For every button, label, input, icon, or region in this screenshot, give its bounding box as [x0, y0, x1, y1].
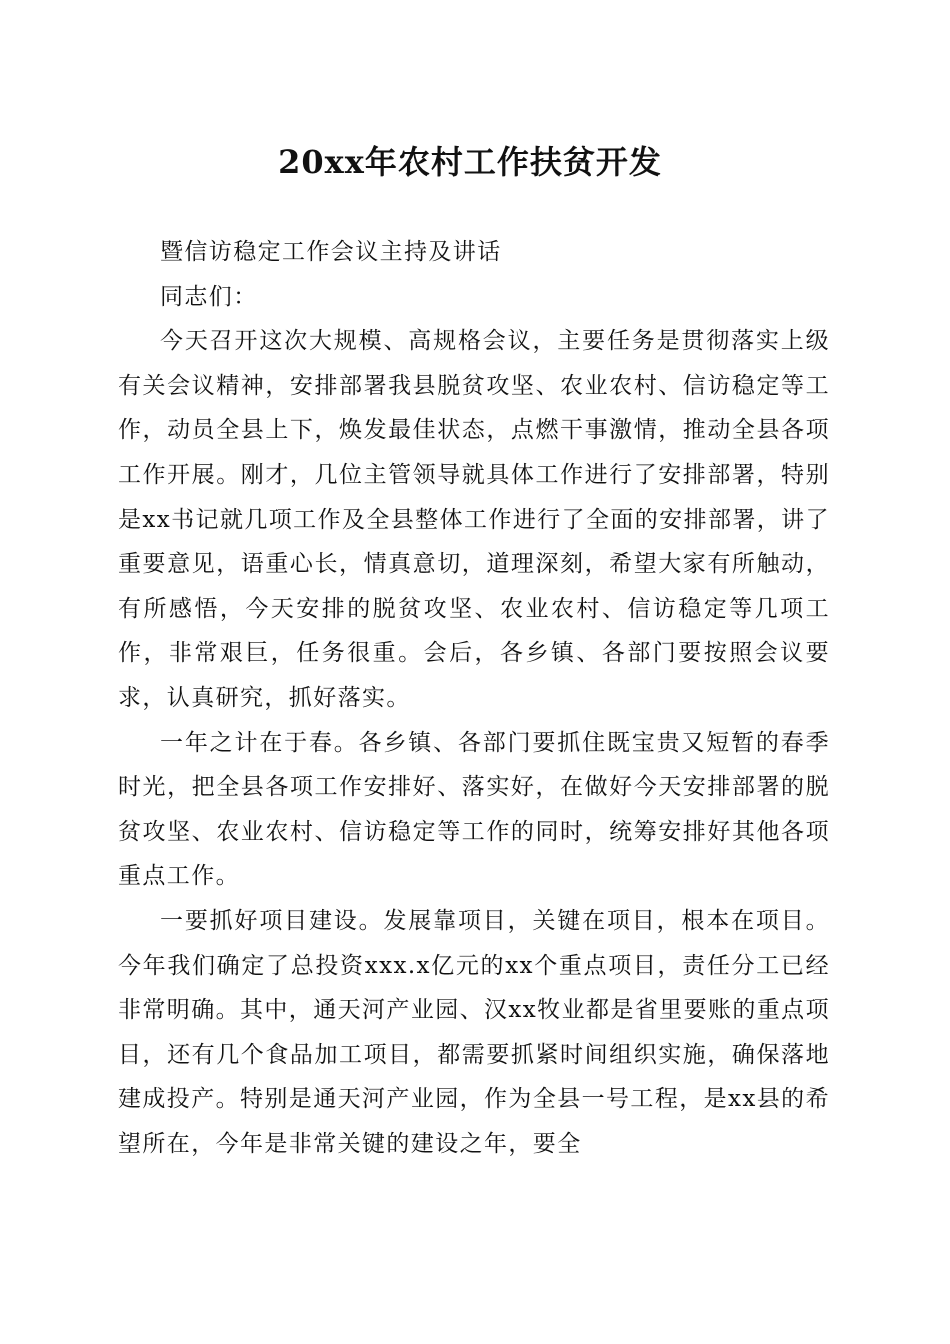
body-paragraph: 一年之计在于春。各乡镇、各部门要抓住既宝贵又短暂的春季时光，把全县各项工作安排好、落实好，在做好今天安排部署的脱贫攻坚、农业农村、信访稳定等工作的同时，统筹安排好其他各项重点工作。: [118, 729, 830, 890]
document-body: [118, 230, 830, 1166]
body-paragraph: 一要抓好项目建设。发展靠项目，关键在项目，根本在项目。今年我们确定了总投资xxx.x亿元的xx个重点项目，责任分工已经非常明确。其中，通天河产业园、汉xx牧业都是省里要账的重点项目，还有几个食品加工项目，都需要抓紧时间组织实施，确保落地建成投产。特别是通天河产业园，作为全县一号工程，是xx县的希望所在，今年是非常关键的建设之年，要全: [118, 907, 830, 1157]
document-title: 20xx年农村工作扶贫开发: [278, 143, 662, 181]
salutation-paragraph: 同志们：: [160, 283, 258, 310]
subtitle-paragraph: 暨信访稳定工作会议主持及讲话: [160, 239, 502, 265]
body-paragraph: 今天召开这次大规模、高规格会议，主要任务是贯彻落实上级有关会议精神，安排部署我县脱贫攻坚、农业农村、信访稳定等工作，动员全县上下，焕发最佳状态，点燃干事激情，推动全县各项工作开展。刚才，几位主管领导就具体工作进行了安排部署，特别是xx书记就几项工作及全县整体工作进行了全面的安排部署，讲了重要意见，语重心长，情真意切，道理深刻，希望大家有所触动，有所感悟，今天安排的脱贫攻坚、农业农村、信访稳定等几项工作，非常艰巨，任务很重。会后，各乡镇、各部门要按照会议要求，认真研究，抓好落实。: [118, 328, 830, 711]
